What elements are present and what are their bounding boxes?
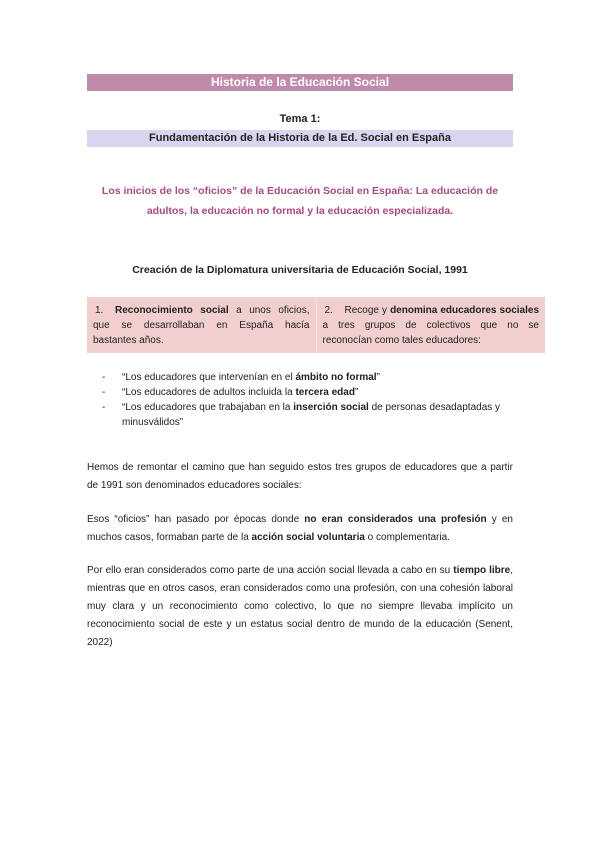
box-text: a unos oficios, que se desarrollaban en España hacía bastantes años.	[93, 305, 310, 346]
box-bold-text: denomina educadores sociales	[390, 305, 540, 316]
bullet-list	[102, 370, 522, 430]
box-number: 1.	[95, 305, 104, 316]
box-pre-text: Recoge y	[344, 305, 391, 316]
tema-label: Tema 1:	[279, 113, 321, 125]
box-number: 2.	[324, 305, 333, 316]
summary-boxes	[87, 297, 545, 353]
document-subtitle: Fundamentación de la Historia de la Ed. Social en España	[87, 130, 513, 147]
box-bold-text: Reconocimiento social	[115, 305, 229, 316]
list-item	[102, 400, 522, 430]
summary-box-2	[317, 297, 546, 353]
list-item-text: “Los educadores de adultos incluida la tercera edad”	[122, 387, 359, 398]
bullet-dash: -	[102, 372, 106, 383]
paragraph-3: Por ello eran considerados como parte de una acción social llevada a cabo en su tiempo libre, mientras que en otros casos, eran considerados como una profesión, con una cohesión laboral muy clara y un reconocimiento como colectivo, lo que no siempre llevaba implícito un reconocimiento social de este y un estatus social dentro de mundo de la educación (Senent, 2022)	[87, 565, 513, 648]
paragraph-1: Hemos de remontar el camino que han seguido estos tres grupos de educadores que a partir de 1991 son denominados educadores sociales:	[87, 462, 513, 491]
section-heading: Creación de la Diplomatura universitaria de Educación Social, 1991	[132, 264, 468, 276]
list-item	[102, 385, 522, 400]
box-text: a tres grupos de colectivos que no se reconocían como tales educadores:	[322, 320, 539, 346]
list-item-text: “Los educadores que intervenían en el ámbito no formal”	[122, 372, 380, 383]
list-item	[102, 370, 522, 385]
bullet-dash: -	[102, 402, 106, 413]
bullet-dash: -	[102, 387, 106, 398]
list-item-text: “Los educadores que trabajaban en la inserción social de personas desadaptadas y minusválidos”	[122, 402, 501, 428]
summary-box-1	[87, 297, 317, 353]
document-title: Historia de la Educación Social	[87, 74, 513, 91]
intro-heading: Los inicios de los “oficios” de la Educación Social en España: La educación de adultos, la educación no formal y la educación especializada.	[101, 185, 499, 217]
paragraph-2: Esos “oficios” han pasado por épocas donde no eran considerados una profesión y en muchos casos, formaban parte de la acción social voluntaria o complementaria.	[87, 514, 513, 543]
